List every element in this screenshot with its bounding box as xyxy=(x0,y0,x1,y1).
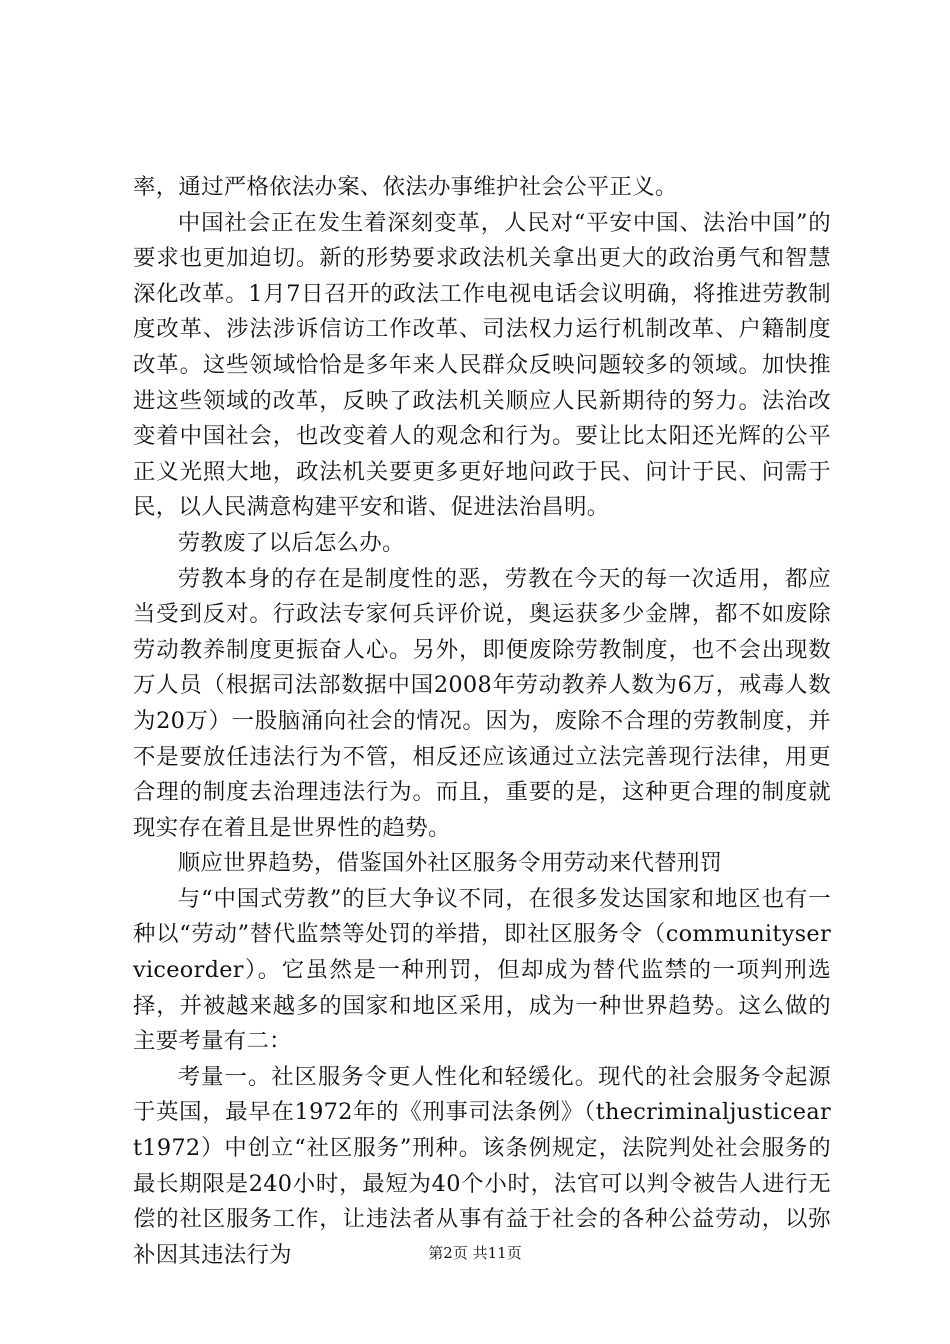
paragraph-4: 劳教本身的存在是制度性的恶，劳教在今天的每一次适用，都应当受到反对。行政法专家何兵评价说，奥运获多少金牌，都不如废除劳动教养制度更振奋人心。另外，即便废除劳教制度，也不会出现数万人员（根据司法部数据中国2008年劳动教养人数为6万，戒毒人数为20万）一股脑涌向社会的情况。因为，废除不合理的劳教制度，并不是要放任违法行为不管，相反还应该通过立法完善现行法律，用更合理的制度去治理违法行为。而且，重要的是，这种更合理的制度就现实存在着且是世界性的趋势。 xyxy=(133,565,831,841)
paragraph-6: 与“中国式劳教”的巨大争议不同，在很多发达国家和地区也有一种以“劳动”替代监禁等处罚的举措，即社区服务令（communityserviceorder）。它虽然是一种刑罚，但却成为替代监禁的一项判刑选择，并被越来越多的国家和地区采用，成为一种世界趋势。这么做的主要考量有二： xyxy=(133,885,831,1055)
page-footer xyxy=(0,1243,950,1263)
paragraph-1: 率，通过严格依法办案、依法办事维护社会公平正义。 xyxy=(133,174,678,200)
paragraph-2: 中国社会正在发生着深刻变革，人民对“平安中国、法治中国”的要求也更加迫切。新的形势要求政法机关拿出更大的政治勇气和智慧深化改革。1月7日召开的政法工作电视电话会议明确，将推进劳教制度改革、涉法涉诉信访工作改革、司法权力运行机制改革、户籍制度改革。这些领域恰恰是多年来人民群众反映问题较多的领域。加快推进这些领域的改革，反映了政法机关顺应人民新期待的努力。法治改变着中国社会，也改变着人的观念和行为。要让比太阳还光辉的公平正义光照大地，政法机关要更多更好地问政于民、问计于民、问需于民，以人民满意构建平安和谐、促进法治昌明。 xyxy=(133,209,831,521)
paragraph-7: 考量一。社区服务令更人性化和轻缓化。现代的社会服务令起源于英国，最早在1972年的《刑事司法条例》（thecriminaljusticeart1972）中创立“社区服务”刑种。该条例规定，法院判处社会服务的最长期限是240小时，最短为40个小时，法官可以判令被告人进行无偿的社区服务工作，让违法者从事有益于社会的各种公益劳动，以弥补因其违法行为 xyxy=(133,1063,831,1268)
paragraph-5: 顺应世界趋势，借鉴国外社区服务令用劳动来代替刑罚 xyxy=(177,850,723,877)
page-number-label: 第2页 共11页 xyxy=(428,1244,522,1262)
document-body xyxy=(133,170,831,1273)
paragraph-3: 劳教废了以后怎么办。 xyxy=(177,529,405,556)
